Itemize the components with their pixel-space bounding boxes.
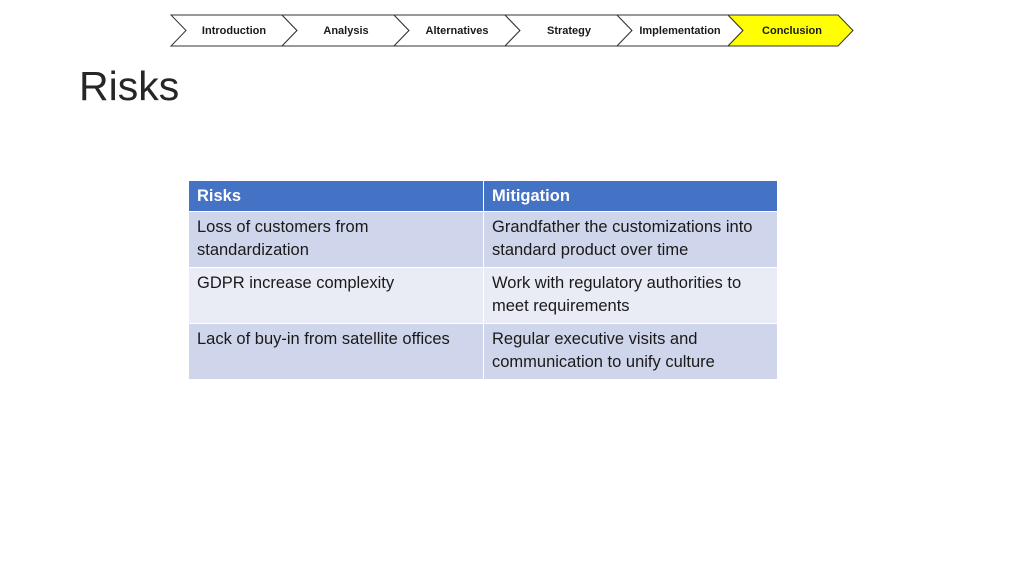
mitigation-cell: Grandfather the customizations into standard product over time xyxy=(484,212,778,268)
nav-step-analysis[interactable]: Analysis xyxy=(323,24,369,37)
nav-step-implementation[interactable]: Implementation xyxy=(639,24,721,37)
nav-step-alternatives[interactable]: Alternatives xyxy=(425,24,489,37)
nav-step-conclusion[interactable]: Conclusion xyxy=(762,24,822,37)
risks-table xyxy=(188,180,778,380)
table-row xyxy=(189,324,778,380)
process-nav xyxy=(0,0,1024,60)
process-nav-arrows xyxy=(0,0,1024,60)
table-row xyxy=(189,212,778,268)
nav-step-strategy[interactable]: Strategy xyxy=(546,24,592,37)
risk-cell: Lack of buy-in from satellite offices xyxy=(189,324,484,380)
page-title: Risks xyxy=(79,63,180,109)
nav-step-introduction[interactable]: Introduction xyxy=(201,24,267,37)
column-header-mitigation: Mitigation xyxy=(484,181,778,212)
column-header-risks: Risks xyxy=(189,181,484,212)
mitigation-cell: Work with regulatory authorities to meet requirements xyxy=(484,268,778,324)
table-header-row xyxy=(189,181,778,212)
table-row xyxy=(189,268,778,324)
mitigation-cell: Regular executive visits and communication to unify culture xyxy=(484,324,778,380)
risk-cell: GDPR increase complexity xyxy=(189,268,484,324)
risk-cell: Loss of customers from standardization xyxy=(189,212,484,268)
